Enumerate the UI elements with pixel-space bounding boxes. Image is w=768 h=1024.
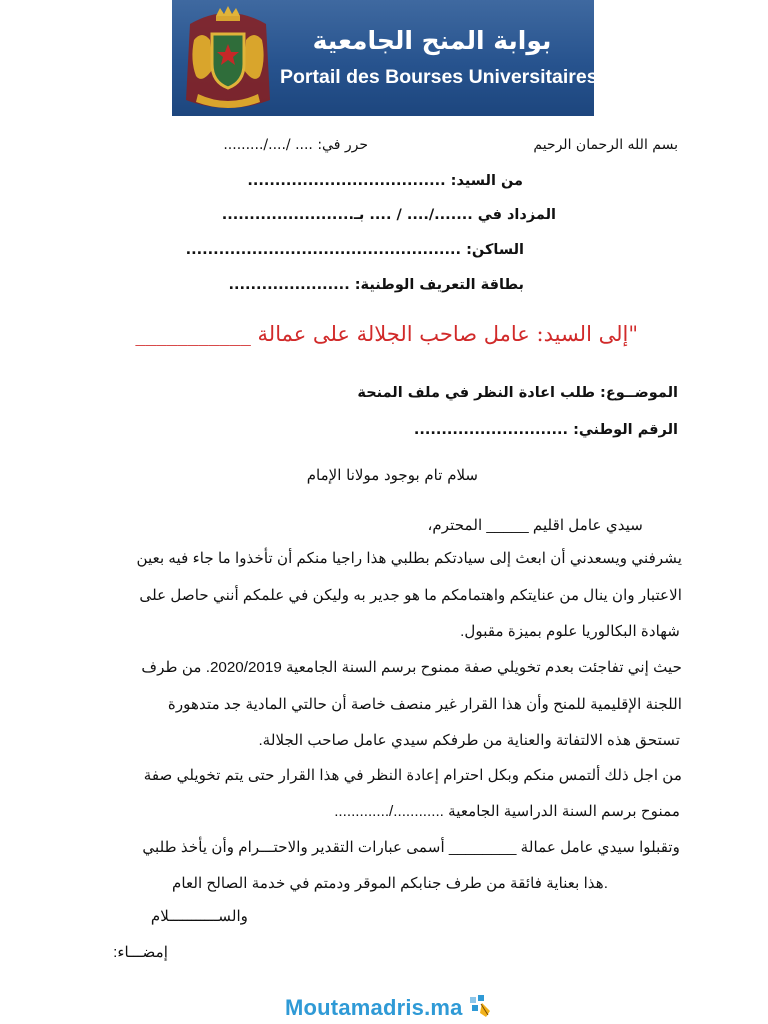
- paragraph-1-line-3: شهادة البكالوريا علوم بميزة مقبول.: [460, 623, 680, 640]
- pen-nib-icon: [468, 993, 492, 1019]
- national-id-field: بطاقة التعريف الوطنية: ......................: [228, 277, 524, 293]
- paragraph-3-line-2: ممنوح برسم السنة الدراسية الجامعية ............/.............: [334, 803, 680, 820]
- footer-logo: [285, 993, 492, 1021]
- paragraph-2-line-1: حيث إني تفاجئت بعدم تخويلي صفة ممنوح برسم السنة الجامعية 2020/2019. من طرف: [141, 659, 682, 676]
- paragraph-2-line-3: تستحق هذه الالتفاتة والعناية من طرفكم سيدي عامل صاحب الجلالة.: [258, 732, 680, 749]
- from-field: من السيد: ....................................: [247, 173, 523, 189]
- greeting-line: سلام تام بوجود مولانا الإمام: [306, 466, 478, 484]
- footer-logo-text: Moutamadris.ma: [285, 995, 463, 1020]
- paragraph-1-line-2: الاعتبار وان ينال من عنايتكم واهتمامكم ما هو جدير به وليكن في علمكم أنني حاصل على: [139, 587, 682, 604]
- banner-title-french: Portail des Bourses Universitaires: [280, 66, 598, 88]
- paragraph-4-line-2: .هذا بعناية فائقة من طرف جنابكم الموقر ودمتم في خدمة الصالح العام: [171, 875, 608, 892]
- paragraph-3-line-1: من اجل ذلك ألتمس منكم وبكل احترام إعادة النظر في هذا القرار حتى يتم تخويلي صفة: [143, 767, 682, 784]
- written-at-field: حرر في: .... /..../.........: [223, 137, 368, 153]
- morocco-coat-of-arms-icon: [180, 4, 276, 114]
- subject-line: الموضــوع: طلب اعادة النظر في ملف المنحة: [357, 385, 678, 401]
- closing-salutation: والســـــــــــلام: [150, 908, 248, 925]
- addressee-line: "إلى السيد: عامل صاحب الجلالة على عمالة ___________: [135, 322, 638, 346]
- paragraph-1-line-1: يشرفني ويسعدني أن ابعث إلى سيادتكم بطلبي هذا راجيا منكم أن تأخذوا ما جاء فيه بعين: [136, 550, 682, 567]
- salutation-line: سيدي عامل اقليم _____ المحترم،: [427, 517, 643, 534]
- signature-label: إمضـــاء:: [113, 944, 168, 961]
- paragraph-2-line-2: اللجنة الإقليمية للمنح وأن هذا القرار غير منصف خاصة أن حالتي المادية جد متدهورة: [167, 696, 682, 713]
- basmala: بسم الله الرحمان الرحيم: [533, 137, 678, 153]
- birth-field: المزداد في ......./.... / .... بـ........................: [221, 207, 556, 223]
- paragraph-4-line-1: وتقبلوا سيدي عامل عمالة ________ أسمى عبارات التقدير والاحتـــرام وأن يأخذ طلبي: [142, 839, 680, 856]
- residence-field: الساكن: ..................................................: [185, 242, 524, 258]
- national-number-field: الرقم الوطني: ............................: [413, 422, 678, 438]
- banner-title-arabic: بوابة المنح الجامعية: [312, 26, 552, 55]
